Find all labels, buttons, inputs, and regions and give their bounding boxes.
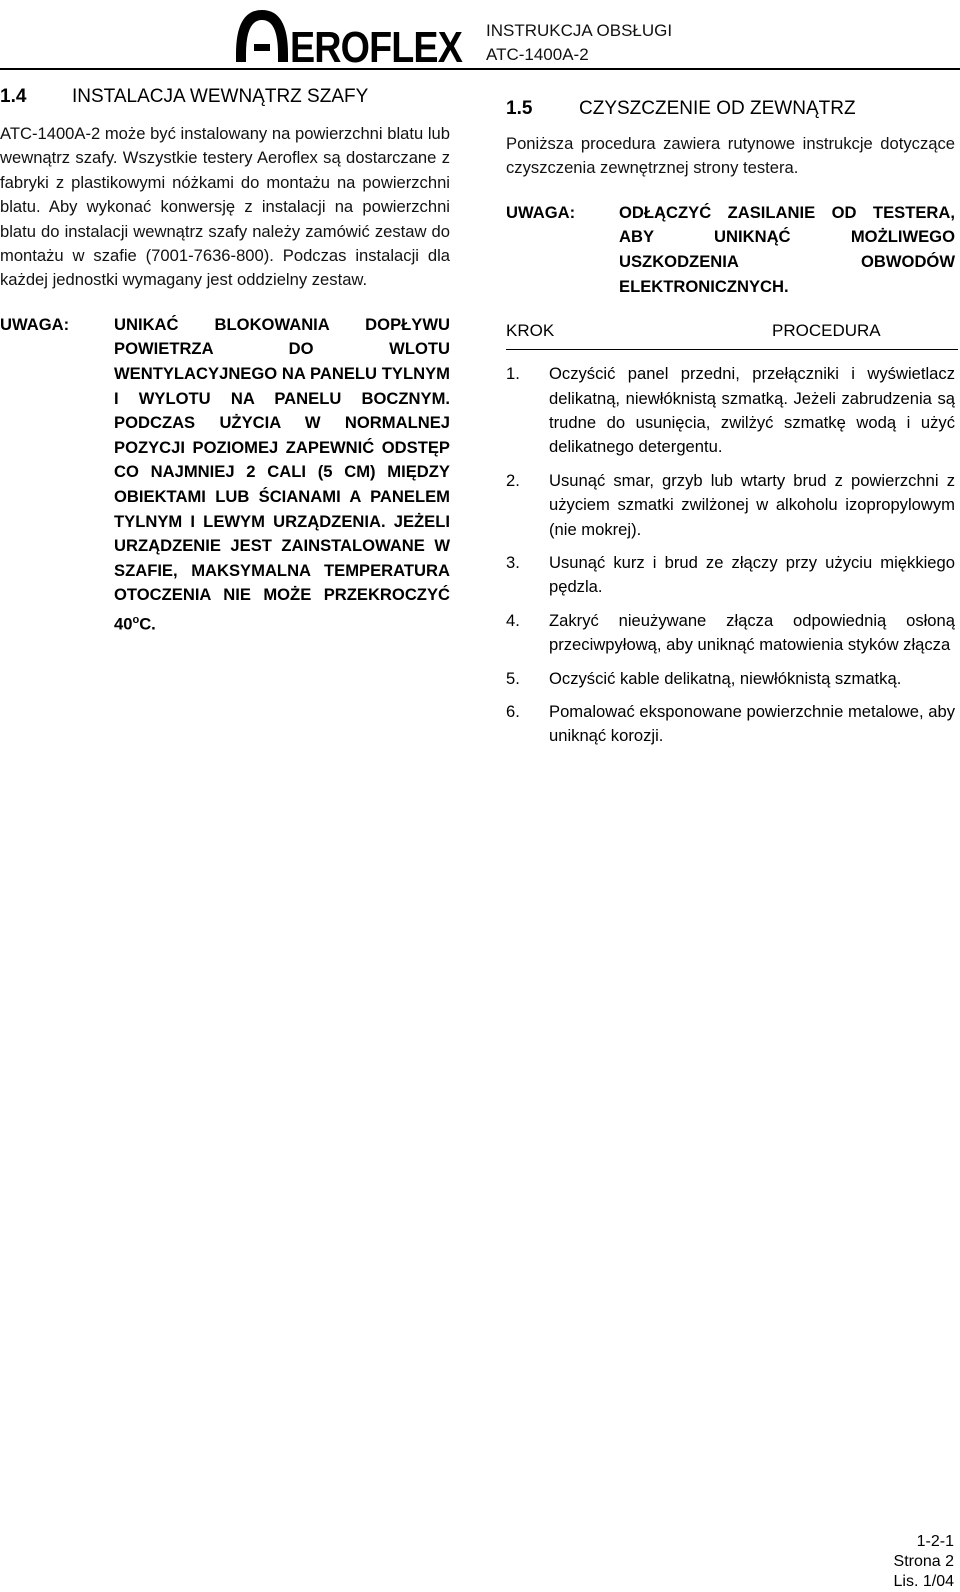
step-number: 6. [506,702,520,722]
revision-date: Lis. 1/04 [893,1573,954,1590]
section-title: CZYSZCZENIE OD ZEWNĄTRZ [579,98,856,119]
step-number: 2. [506,470,520,490]
step-text: Zakryć nieużywane złącza odpowiednią osłoną przeciwpyłową, aby uniknąć matowienia styków złącza [549,610,955,655]
step-text: Oczyścić kable delikatną, niewłóknistą szmatką. [549,668,902,688]
note-label: UWAGA: [506,202,576,222]
note-text-unit: C. [139,614,156,634]
section-heading [0,84,450,110]
model-number: ATC-1400A-2 [486,45,589,64]
manual-title: INSTRUKCJA OBSŁUGI [486,21,673,40]
note-text: ODŁĄCZYĆ ZASILANIE OD TESTERA, ABY UNIKNĄĆ MOŻLIWEGO USZKODZENIA OBWODÓW ELEKTRONICZNYCH. [619,202,955,296]
step-item [506,667,955,691]
step-text: Pomalować eksponowane powierzchnie metalowe, aby uniknąć korozji. [549,702,955,746]
step-number: 3. [506,553,520,573]
note-text-main: UNIKAĆ BLOKOWANIA DOPŁYWU POWIETRZA DO WLOTU WENTYLACYJNEGO NA PANELU TYLNYM I WYLOTU NA PANELU BOCZNYM. PODCZAS UŻYCIA W NORMALNEJ POZYCJI POZIOMEJ ZAPEWNIĆ ODSTĘP CO NAJMNIEJ 2 CALI (5 CM) MIĘDZY OBIEKTAMI LUB ŚCIANAMI A PANELEM TYLNYM I LEWYM URZĄDZENIA. JEŻELI URZĄDZENIE JEST ZAINSTALOWANE W SZAFIE, MAKSYMALNA TEMPERATURA OTOCZENIA NIE MOŻE PRZEKROCZYĆ 40 [114,314,450,634]
note-label: UWAGA: [0,314,70,334]
step-item [506,551,955,600]
section-number: 1.4 [0,86,27,107]
step-text: Usunąć kurz i brud ze złączy przy użyciu miękkiego pędzla. [549,553,955,597]
step-item [506,700,955,749]
section-paragraph: Poniższa procedura zawiera rutynowe instrukcje dotyczące czyszczenia zewnętrznej strony testera. [506,134,955,178]
degree-superscript: o [132,613,140,626]
step-text: Usunąć smar, grzyb lub wtarty brud z powierzchni z użyciem szmatki zwilżonej w alkoholu izopropylowym (nie mokrej). [549,470,955,539]
warning-note [0,313,450,637]
column-procedure: PROCEDURA [772,321,881,341]
step-number: 5. [506,668,520,688]
procedure-steps [506,362,955,749]
step-text: Oczyścić panel przedni, przełączniki i wyświetlacz delikatną, niewłóknistą szmatką. Jeżeli zabrudzenia są trudne do usunięcia, zwilżyć szmatkę wodą i użyć delikatnego detergentu. [549,364,955,457]
section-heading [506,96,955,122]
note-text [114,313,450,637]
step-item [506,362,955,460]
step-number: 1. [506,364,520,384]
page-number: Strona 2 [893,1553,954,1570]
aeroflex-logo [232,4,464,72]
procedure-table-header [506,319,958,350]
section-rack-installation [0,84,450,637]
page-reference: 1-2-1 [916,1533,954,1550]
step-number: 4. [506,610,520,630]
svg-text:EROFLEX: EROFLEX [290,23,463,72]
step-item [506,469,955,542]
header-divider [0,68,960,70]
section-paragraph: ATC-1400A-2 może być instalowany na powierzchni blatu lub wewnątrz szafy. Wszystkie testery Aeroflex są dostarczane z fabryki z plastikowymi nóżkami do montażu na powierzchni blatu. Aby wykonać konwersję z instalacji na powierzchni blatu do instalacji wewnątrz szafy należy zamówić zestaw do montażu w szafie (7001-7636-800). Podczas instalacji dla każdej jednostki wymagany jest oddzielny zestaw. [0,124,450,290]
section-number: 1.5 [506,98,533,119]
section-title: INSTALACJA WEWNĄTRZ SZAFY [72,86,369,107]
section-external-cleaning [506,96,955,758]
column-step: KROK [506,321,555,341]
warning-note [506,201,955,299]
step-item [506,609,955,658]
